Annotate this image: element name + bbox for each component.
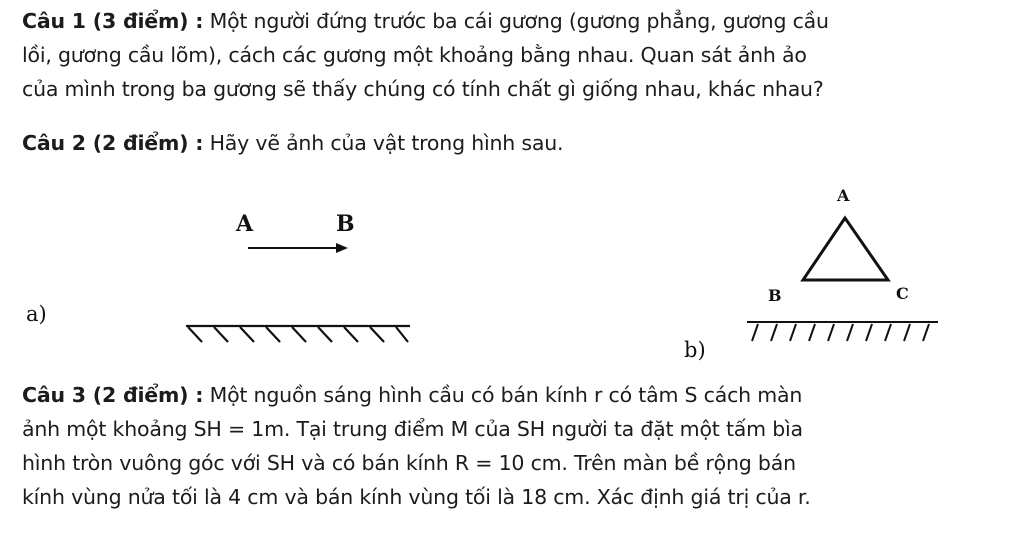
figure-b-label: b) bbox=[684, 338, 706, 362]
question-3-line-1 bbox=[22, 378, 1012, 412]
question-1-line-3: của mình trong ba gương sẽ thấy chúng có tính chất gì giống nhau, khác nhau? bbox=[22, 77, 824, 101]
question-2-label: Câu 2 (2 điểm) : bbox=[22, 131, 204, 155]
figure-a-label: a) bbox=[26, 302, 47, 326]
figure-b-mirror bbox=[747, 322, 938, 341]
question-3-line-2: ảnh một khoảng SH = 1m. Tại trung điểm M của SH người ta đặt một tấm bìa bbox=[22, 417, 803, 441]
question-3 bbox=[22, 378, 1012, 514]
figure-b-point-c: C bbox=[896, 284, 909, 303]
question-3-line-3: hình tròn vuông góc với SH và có bán kính R = 10 cm. Trên màn bề rộng bán bbox=[22, 451, 796, 475]
figure-b-point-b: B bbox=[768, 286, 782, 305]
figure-a-point-b: B bbox=[336, 211, 355, 237]
question-2-text: Hãy vẽ ảnh của vật trong hình sau. bbox=[209, 131, 564, 155]
question-3-text-1: Một nguồn sáng hình cầu có bán kính r có tâm S cách màn bbox=[209, 383, 803, 407]
figure-b-point-a: A bbox=[837, 186, 850, 205]
figure-b-object-triangle bbox=[803, 218, 888, 280]
question-1-line-2: lồi, gương cầu lõm), cách các gương một khoảng bằng nhau. Quan sát ảnh ảo bbox=[22, 43, 807, 67]
question-1-text-1: Một người đứng trước ba cái gương (gương phẳng, gương cầu bbox=[209, 9, 829, 33]
question-3-label: Câu 3 (2 điểm) : bbox=[22, 383, 204, 407]
figure-a-mirror bbox=[186, 326, 410, 342]
question-3-line-4: kính vùng nửa tối là 4 cm và bán kính vùng tối là 18 cm. Xác định giá trị của r. bbox=[22, 485, 811, 509]
figure-a-object-arrow bbox=[248, 243, 348, 253]
question-1-label: Câu 1 (3 điểm) : bbox=[22, 9, 204, 33]
figure-a-point-a: A bbox=[236, 211, 254, 237]
